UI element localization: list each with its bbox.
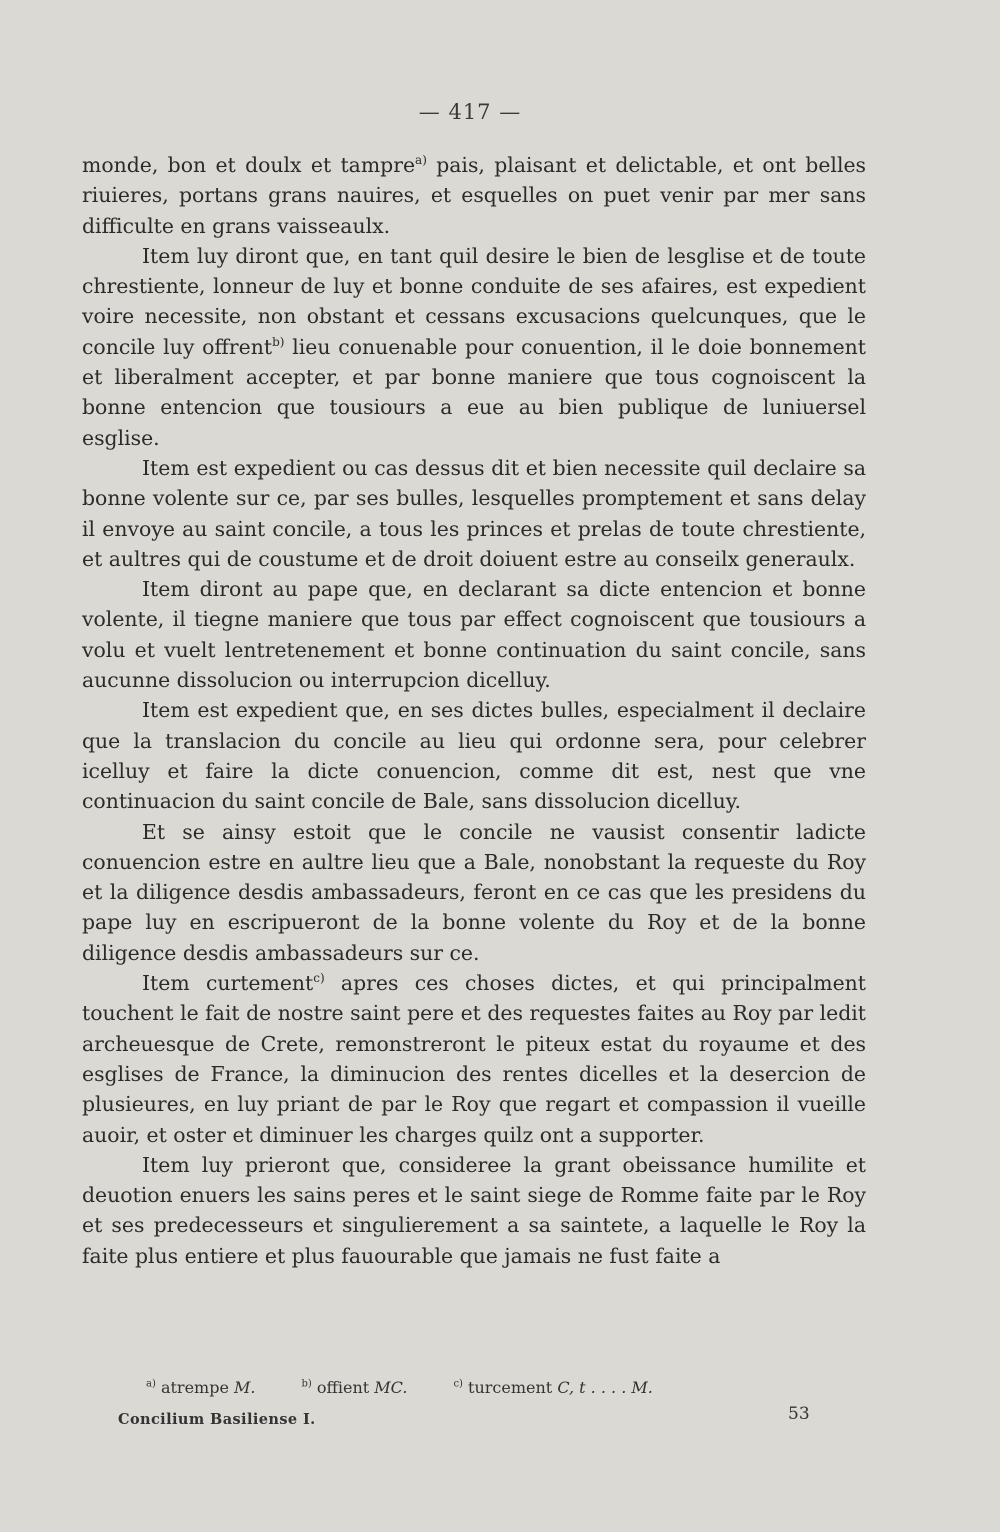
footnote-source: MC. <box>374 1378 408 1397</box>
footnote-text: turcement <box>462 1378 558 1397</box>
paragraph <box>82 574 866 695</box>
paragraph-text: Item luy diront que, en tant quil desire le bien de lesglise et de toute chrestiente, lonneur de luy et bonne conduite de ses afaires, est expedient voire necessite, non obstant et cessans excusacions quelcunques, que le concile luy offrent <box>82 243 866 359</box>
paragraph-text: Item luy prieront que, consideree la grant obeissance humilite et deuotion enuers les sains peres et le saint siege de Romme faite par le Roy et ses predecesseurs et singulierement a sa saintete, a laquelle le Roy la faite plus entiere et plus fauourable que jamais ne fust faite a <box>82 1152 866 1268</box>
footnote <box>301 1378 407 1397</box>
paragraph <box>82 150 866 241</box>
footnote-mark: a) <box>146 1378 156 1390</box>
paragraph <box>82 695 866 816</box>
body-text <box>82 150 866 1271</box>
paragraph-text: monde, bon et doulx et tampre <box>82 153 416 177</box>
paragraph <box>82 817 866 968</box>
page-number: — 417 — <box>418 100 522 124</box>
footnote-mark: c) <box>453 1378 463 1390</box>
footnotes <box>146 1378 846 1397</box>
footnote <box>146 1378 255 1397</box>
paragraph-text: Item est expedient ou cas dessus dit et bien necessite quil declaire sa bonne volente sur ce, par ses bulles, lesquelles promptement et sans delay il envoye au saint concile, a tous les princes et prelas de toute chrestiente, et aultres qui de coustume et de droit doiuent estre au conseilx generaulx. <box>82 455 866 571</box>
footnote-reference: a) <box>415 153 427 168</box>
paragraph <box>82 241 866 453</box>
paragraph-text: lieu conuenable pour conuention, il le doie bonnement et liberalment accepter, et par bonne maniere que tous cognoiscent la bonne entencion que tousiours a eue au bien publique de luniuersel esglise. <box>82 334 867 450</box>
paragraph-text: pais, plaisant et delictable, et ont belles riuieres, portans grans nauires, et esquelles on puet venir par mer sans difficulte en grans vaisseaulx. <box>82 153 866 238</box>
footnote-source: M. <box>234 1378 256 1397</box>
paragraph-text: Et se ainsy estoit que le concile ne vausist consentir ladicte conuencion estre en aultre lieu que a Bale, nonobstant la requeste du Roy et la diligence desdis ambassadeurs, feront en ce cas que les presidens du pape luy en escripueront de la bonne volente du Roy et de la bonne diligence desdis ambassadeurs sur ce. <box>82 819 866 965</box>
sheet-number: 53 <box>788 1404 810 1424</box>
footnote-text: atrempe <box>155 1378 235 1397</box>
paragraph-text: Item curtement <box>142 971 314 996</box>
paragraph <box>82 453 866 574</box>
paragraph <box>82 968 866 1150</box>
paragraph-text: Item diront au pape que, en declarant sa dicte entencion et bonne volente, il tiegne maniere que tous par effect cognoiscent que tousiours a volu et vuelt lentretenement et bonne continuation du saint concile, sans aucunne dissolucion ou interrupcion dicelluy. <box>82 577 866 693</box>
footnote-mark: b) <box>301 1378 312 1390</box>
footnote-reference: c) <box>313 971 325 986</box>
footnote-source: C, t . . . . M. <box>557 1378 653 1397</box>
footnote-text: offient <box>311 1378 375 1397</box>
footnote-reference: b) <box>272 334 285 349</box>
paragraph <box>82 1150 866 1271</box>
paragraph-text: apres ces choses dictes, et qui principalment touchent le fait de nostre saint pere et des requestes faites au Roy par ledit archeuesque de Crete, remonstreront le piteux estat du royaume et des esglises de France, la diminucion des rentes dicelles et la desercion de plusieures, en luy priant de par le Roy que regart et compassion il vueille auoir, et oster et diminuer les charges quilz ont a supporter. <box>82 971 866 1147</box>
paragraph-text: Item est expedient que, en ses dictes bulles, especialment il declaire que la translacion du concile au lieu qui ordonne sera, pour celebrer icelluy et faire la dicte conuencion, comme dit est, nest que vne continuacion du saint concile de Bale, sans dissolucion dicelluy. <box>82 698 866 814</box>
footnote <box>453 1378 652 1397</box>
signature-mark: Concilium Basiliense I. <box>118 1411 316 1428</box>
